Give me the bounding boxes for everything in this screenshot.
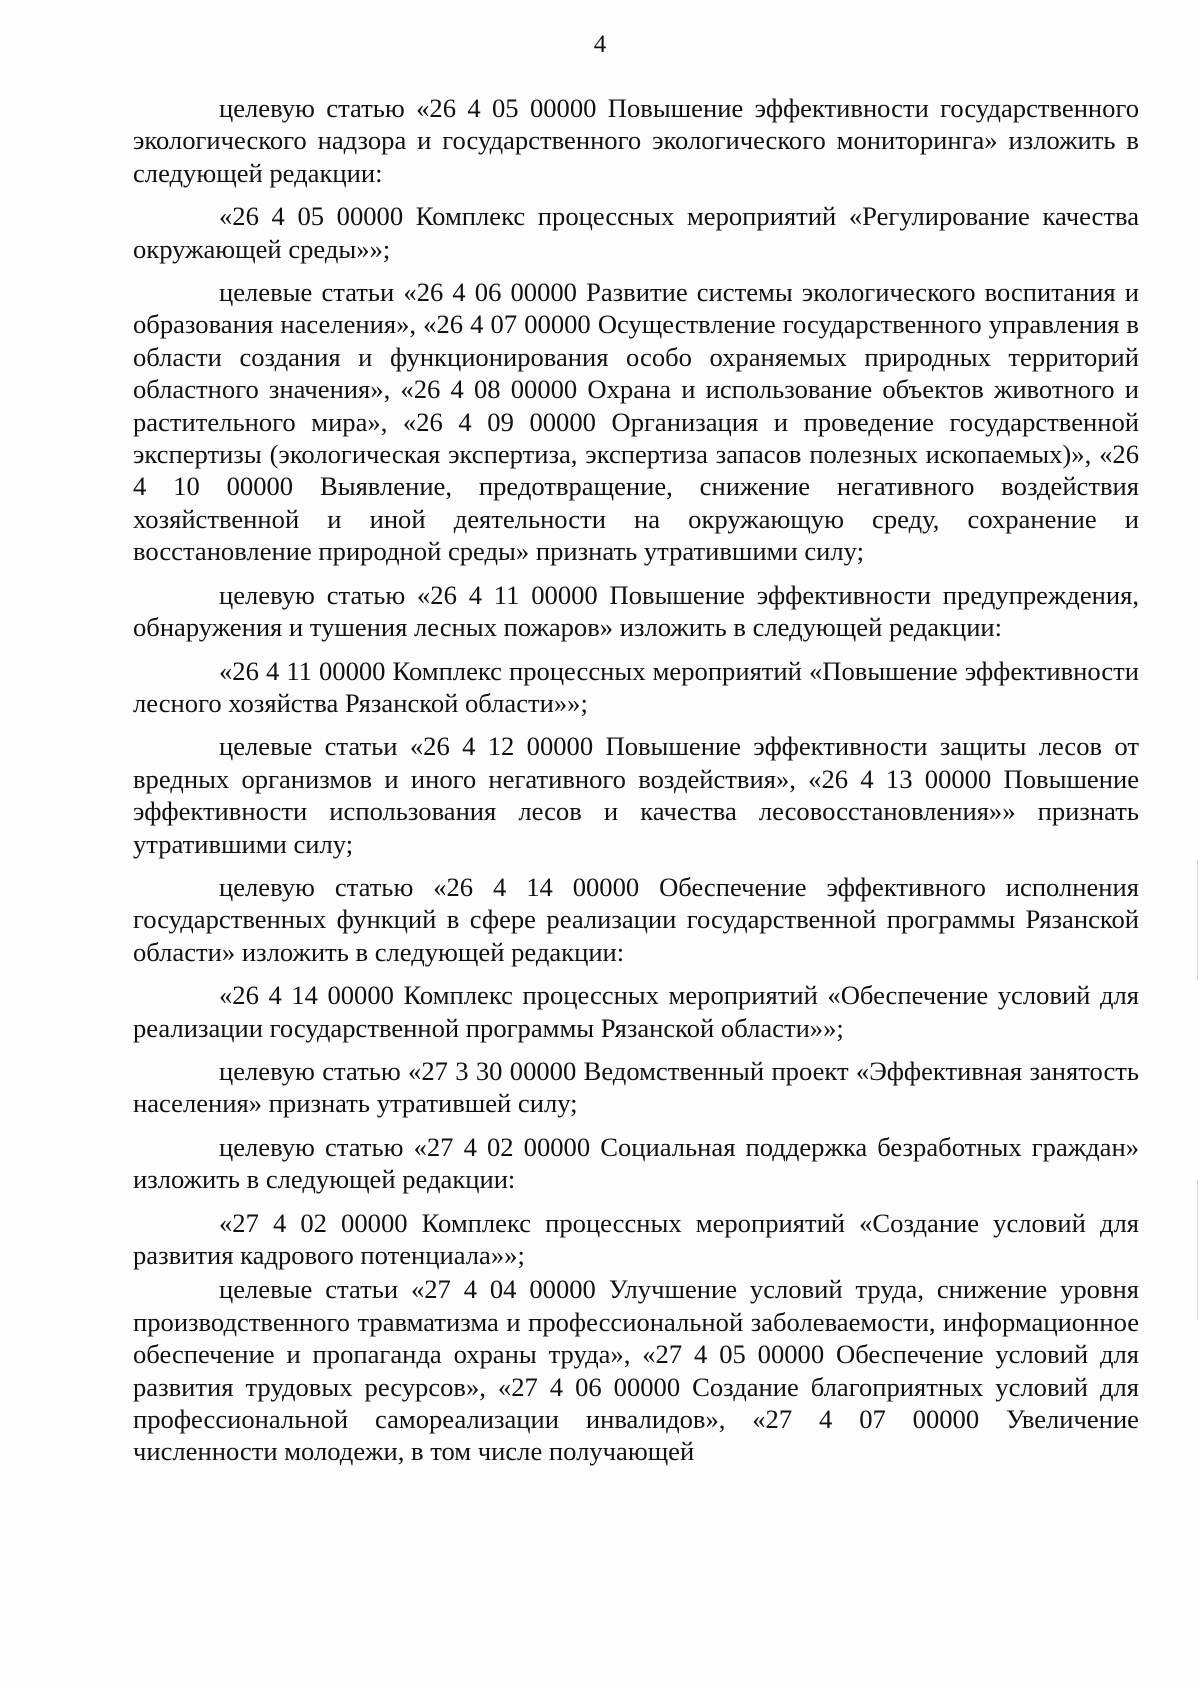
paragraph: целевую статью «26 4 14 00000 Обеспечение эффективного исполнения государственных функций в сфере реализации государственной программы Рязанской области» изложить в следующей редакции: (133, 871, 1139, 967)
paragraph: «26 4 11 00000 Комплекс процессных мероприятий «Повышение эффективности лесного хозяйства Рязанской области»»; (133, 655, 1139, 718)
paragraph: целевые статьи «26 4 12 00000 Повышение эффективности защиты лесов от вредных организмов и иного негативного воздействия», «26 4 13 00000 Повышение эффективности использования лесов и качества лесовосстановления»» признать утратившими силу; (133, 731, 1139, 859)
paragraph: целевую статью «26 4 05 00000 Повышение эффективности государственного экологического надзора и государственного экологического мониторинга» изложить в следующей редакции: (133, 93, 1139, 188)
paragraph: целевую статью «27 4 02 00000 Социальная поддержка безработных граждан» изложить в следующей редакции: (133, 1131, 1139, 1195)
paragraph: «27 4 02 00000 Комплекс процессных мероприятий «Создание условий для развития кадрового потенциала»»; (133, 1207, 1139, 1270)
paragraph: целевые статьи «27 4 04 00000 Улучшение условий труда, снижение уровня производственного травматизма и профессиональной заболеваемости, информационное обеспечение и пропаганда охраны труда», «27 4 05 00000 Обеспечение условий для развития трудовых ресурсов», «27 4 06 00000 Создание благоприятных условий для профессиональной самореализации инвалидов», «27 4 07 00000 Увеличение численности молодежи, в том числе получающей (133, 1274, 1139, 1467)
page-number: 4 (593, 31, 607, 58)
paragraph: целевые статьи «26 4 06 00000 Развитие системы экологического воспитания и образования населения», «26 4 07 00000 Осуществление государственного управления в области создания и функционирования особо охраняемых природных территорий областного значения», «26 4 08 00000 Охрана и использование объектов животного и растительного мира», «26 4 09 00000 Организация и проведение государственной экспертизы (экологическая экспертиза, экспертиза запасов полезных ископаемых)», «26 4 10 00000 Выявление, предотвращение, снижение негативного воздействия хозяйственной и иной деятельности на окружающую среду, сохранение и восстановление природной среды» признать утратившими силу; (133, 277, 1139, 567)
scan-edge-mark (1197, 1180, 1198, 1320)
paragraph: целевую статью «27 3 30 00000 Ведомственный проект «Эффективная занятость населения» признать утратившей силу; (133, 1055, 1139, 1119)
paragraph: целевую статью «26 4 11 00000 Повышение эффективности предупреждения, обнаружения и тушения лесных пожаров» изложить в следующей редакции: (133, 579, 1139, 643)
scan-edge-mark (1197, 860, 1198, 980)
document-body (133, 92, 1139, 1468)
paragraph: «26 4 05 00000 Комплекс процессных мероприятий «Регулирование качества окружающей среды»»; (133, 201, 1139, 264)
paragraph: «26 4 14 00000 Комплекс процессных мероприятий «Обеспечение условий для реализации государственной программы Рязанской области»»; (133, 980, 1139, 1043)
